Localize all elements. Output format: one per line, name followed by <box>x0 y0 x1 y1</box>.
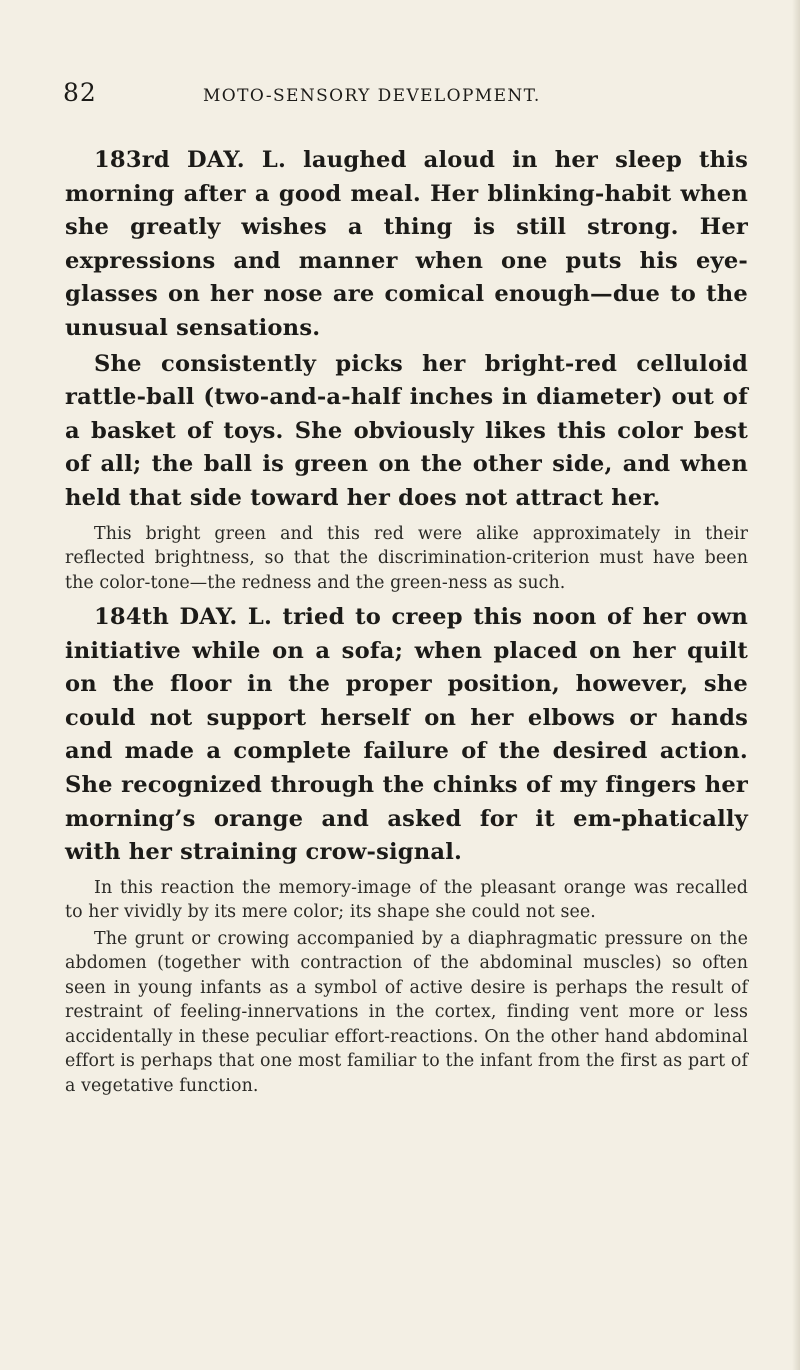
running-head: MOTO-SENSORY DEVELOPMENT. <box>203 86 541 106</box>
note-color-brightness: This bright green and this red were alike approximately in their reflected brightness, so that the discrimination-criterion must have been the color-tone—the redness and the green-ness as such. <box>65 523 748 593</box>
page-header <box>65 78 748 114</box>
page-number: 82 <box>63 78 97 107</box>
note-memory-image: In this reaction the memory-image of the pleasant orange was recalled to her vividly by its mere color; its shape she could not see. <box>65 877 748 923</box>
page-edge-shadow <box>792 0 800 1370</box>
note-grunt-crowing: The grunt or crowing accompanied by a diaphragmatic pressure on the abdomen (together with contraction of the abdominal muscles) so often seen in young infants as a symbol of active desire is perhaps the result of restraint of feeling-innervations in the cortex, finding vent more or less accidentally in these peculiar effort-reactions. On the other hand abdominal effort is perhaps that one most familiar to the infant from the first as part of a vegetative function. <box>65 928 748 1096</box>
paragraph-183rd-day: 183rd DAY. L. laughed aloud in her sleep this morning after a good meal. Her blinking-habit when she greatly wishes a thing is still strong. Her expressions and manner when one puts his eye-glasses on her nose are comical enough—due to the unusual sensations. <box>65 147 748 341</box>
paragraph-184th-day: 184th DAY. L. tried to creep this noon of her own initiative while on a sofa; when placed on her quilt on the floor in the proper position, however, she could not support herself on her elbows or hands and made a complete failure of the desired action. She recognized through the chinks of my fingers her morning’s orange and asked for it em-phatically with her straining crow-signal. <box>65 604 748 866</box>
paragraph-rattle-ball: She consistently picks her bright-red celluloid rattle-ball (two-and-a-half inches in diameter) out of a basket of toys. She obviously likes this color best of all; the ball is green on the other side, and when held that side toward her does not attract her. <box>65 350 748 511</box>
